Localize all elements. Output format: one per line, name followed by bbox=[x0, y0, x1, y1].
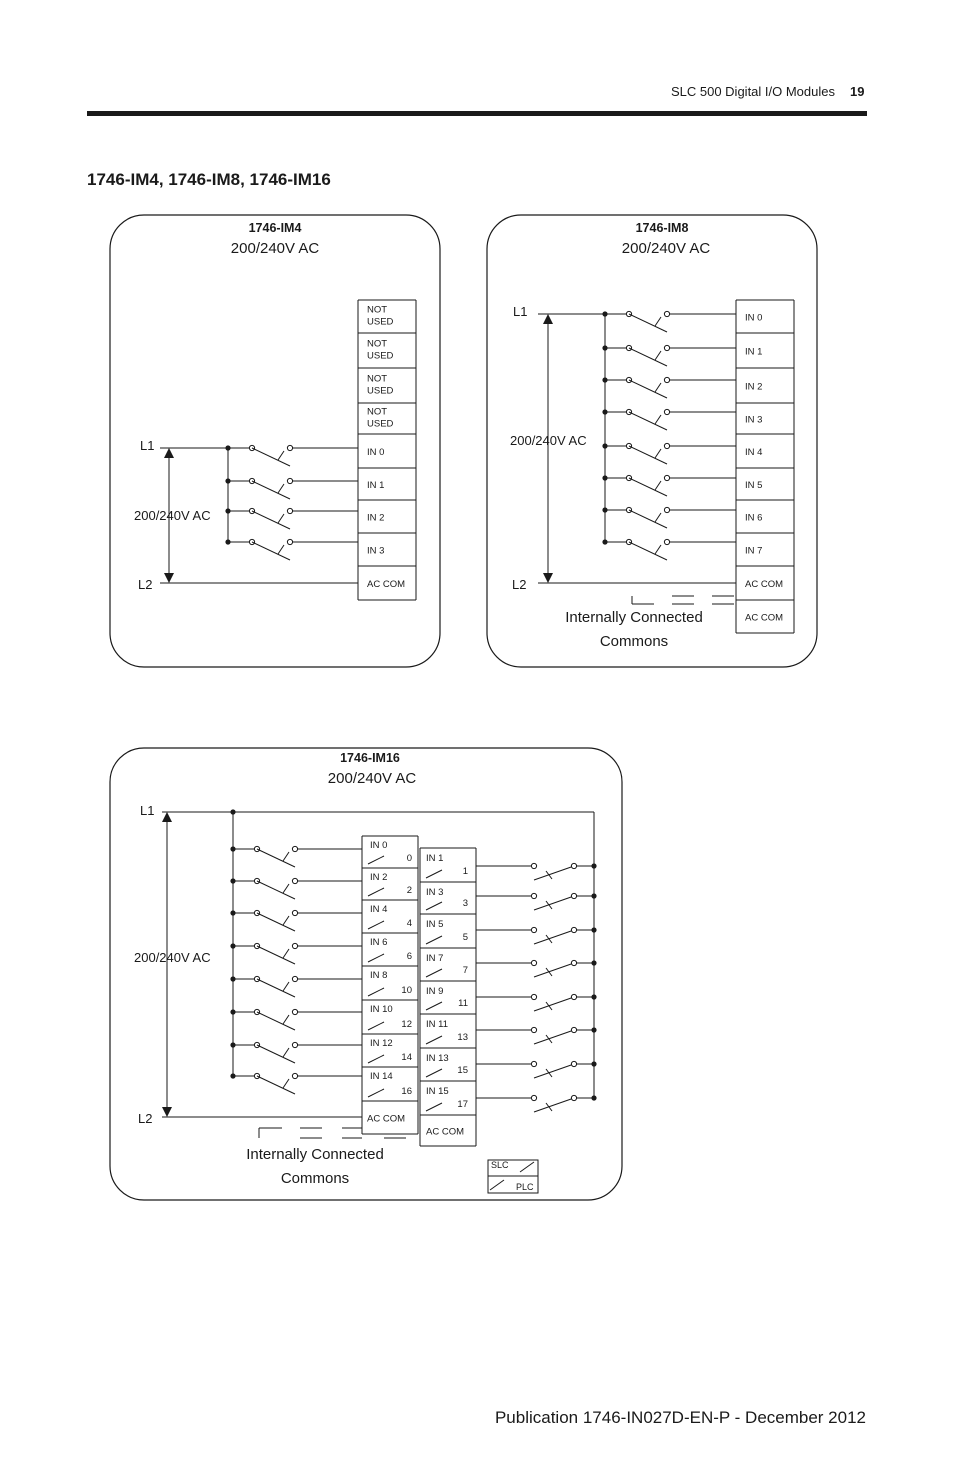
im16-right-terminal-label: IN 9 bbox=[426, 986, 444, 997]
switch-actuator bbox=[655, 481, 661, 490]
switch-blade bbox=[257, 979, 295, 997]
contact-terminal bbox=[664, 345, 669, 350]
im16-left-terminal-label: AC COM bbox=[367, 1113, 405, 1125]
junction-dot bbox=[591, 1027, 596, 1032]
contact-terminal bbox=[292, 1009, 297, 1014]
switch-actuator bbox=[283, 1048, 289, 1057]
im4-voltage-label: 200/240V AC bbox=[230, 240, 320, 257]
im16-right-terminal-number: 15 bbox=[457, 1065, 468, 1076]
im8-model-label: 1746-IM8 bbox=[635, 221, 689, 235]
im16-right-terminal-number: 5 bbox=[462, 932, 468, 943]
im8-commons-note-line2: Commons bbox=[599, 633, 669, 650]
input-switch bbox=[230, 976, 362, 997]
switch-blade bbox=[534, 896, 574, 910]
contact-terminal bbox=[287, 539, 292, 544]
im8-commons-note-line1: Internally Connected bbox=[565, 609, 703, 626]
im4-terminal-label: IN 1 bbox=[367, 480, 385, 491]
terminal-screw-slash bbox=[368, 856, 384, 864]
switch-actuator bbox=[283, 852, 289, 861]
arrow-head-down bbox=[164, 573, 174, 583]
internally-connected-commons-symbol bbox=[259, 1128, 406, 1138]
im4-l2-label: L2 bbox=[138, 577, 153, 592]
terminal-screw-slash bbox=[426, 969, 442, 977]
switch-actuator bbox=[655, 317, 661, 326]
im16-left-terminal-number: 4 bbox=[406, 918, 412, 929]
input-switch bbox=[230, 943, 362, 964]
terminal-screw-slash bbox=[426, 1103, 442, 1111]
switch-blade bbox=[257, 913, 295, 931]
switch-actuator bbox=[283, 949, 289, 958]
im16-commons-note-line2: Commons bbox=[280, 1170, 350, 1187]
switch-blade bbox=[257, 849, 295, 867]
im16-right-terminal-number: 3 bbox=[462, 898, 468, 909]
im16-left-terminal-number: 6 bbox=[406, 951, 412, 962]
im16-left-terminal-label: IN 2 bbox=[370, 872, 388, 883]
terminal-screw-slash bbox=[368, 954, 384, 962]
contact-terminal bbox=[531, 994, 536, 999]
im8-terminal-label: IN 3 bbox=[745, 414, 763, 426]
switch-blade bbox=[629, 314, 667, 332]
switch-blade bbox=[534, 930, 574, 944]
im16-left-terminal-label: IN 0 bbox=[370, 840, 388, 851]
im4-terminal-label: IN 3 bbox=[367, 545, 385, 557]
input-switch bbox=[602, 475, 736, 496]
contact-terminal bbox=[292, 878, 297, 883]
im4-terminal-label: IN 0 bbox=[367, 447, 385, 458]
im16-left-terminal-label: IN 4 bbox=[370, 904, 388, 915]
arrow-head-up bbox=[164, 448, 174, 458]
slc-plc-legend bbox=[488, 1160, 538, 1193]
im4-terminal-label-line1: NOT bbox=[367, 338, 388, 350]
input-switch bbox=[476, 893, 597, 910]
im8-terminal-label: AC COM bbox=[745, 612, 783, 624]
im8-terminal-label: IN 2 bbox=[745, 381, 763, 393]
input-switch bbox=[230, 846, 362, 867]
im16-left-terminal-number: 0 bbox=[406, 853, 412, 864]
contact-terminal bbox=[292, 1042, 297, 1047]
page-number: 19 bbox=[850, 84, 865, 99]
contact-terminal bbox=[531, 960, 536, 965]
input-switch bbox=[230, 878, 362, 899]
contact-terminal bbox=[292, 846, 297, 851]
switch-blade bbox=[629, 348, 667, 366]
switch-actuator bbox=[278, 451, 284, 460]
im8-terminal-label: AC COM bbox=[745, 579, 783, 590]
switch-blade bbox=[257, 881, 295, 899]
switch-actuator bbox=[278, 545, 284, 554]
input-switch bbox=[225, 539, 358, 560]
terminal-screw-slash bbox=[426, 870, 442, 878]
terminal-screw-slash bbox=[368, 921, 384, 929]
input-switch bbox=[476, 994, 597, 1011]
contact-terminal bbox=[531, 927, 536, 932]
im16-source-voltage: 200/240V AC bbox=[134, 950, 211, 965]
im4-terminal-label-line1: NOT bbox=[367, 406, 388, 418]
im4-terminal-label-line2: USED bbox=[367, 418, 394, 430]
im16-left-terminal-label: IN 12 bbox=[370, 1038, 393, 1049]
input-switch bbox=[476, 927, 597, 944]
input-switch bbox=[602, 377, 736, 398]
im16-left-terminal-number: 2 bbox=[406, 885, 412, 896]
terminal-screw-slash bbox=[426, 902, 442, 910]
input-switch bbox=[602, 345, 736, 366]
im16-right-terminal-label: IN 3 bbox=[426, 887, 444, 898]
arrow-head-up bbox=[162, 812, 172, 822]
input-switch bbox=[476, 1027, 597, 1044]
switch-actuator bbox=[655, 449, 661, 458]
im16-right-terminal-label: AC COM bbox=[426, 1126, 464, 1138]
input-switch bbox=[230, 910, 362, 931]
contact-terminal bbox=[292, 976, 297, 981]
im4-panel bbox=[110, 215, 440, 667]
input-switch bbox=[476, 960, 597, 977]
arrow-head-down bbox=[543, 573, 553, 583]
running-header-title: SLC 500 Digital I/O Modules bbox=[670, 84, 835, 99]
switch-actuator bbox=[283, 1015, 289, 1024]
input-switch bbox=[230, 1042, 362, 1063]
contact-terminal bbox=[287, 445, 292, 450]
im16-left-terminal-label: IN 8 bbox=[370, 970, 388, 981]
publication-footer: Publication 1746-IN027D-EN-P - December 2012 bbox=[494, 1408, 866, 1427]
input-switch bbox=[602, 539, 736, 560]
switch-blade bbox=[629, 380, 667, 398]
switch-actuator bbox=[278, 514, 284, 523]
terminal-screw-slash bbox=[426, 936, 442, 944]
contact-terminal bbox=[664, 507, 669, 512]
switch-blade bbox=[629, 510, 667, 528]
switch-blade bbox=[629, 478, 667, 496]
im16-wiring-diagram bbox=[110, 748, 622, 1200]
input-switch bbox=[230, 1073, 362, 1094]
contact-terminal bbox=[664, 311, 669, 316]
contact-terminal bbox=[571, 927, 576, 932]
im16-right-terminal-label: IN 1 bbox=[426, 853, 444, 864]
input-switch bbox=[230, 1009, 362, 1030]
im16-left-terminal-number: 14 bbox=[401, 1052, 412, 1063]
contact-terminal bbox=[287, 478, 292, 483]
im16-l2-label: L2 bbox=[138, 1111, 153, 1126]
junction-dot bbox=[591, 893, 596, 898]
junction-dot bbox=[591, 1061, 596, 1066]
switch-blade bbox=[252, 542, 290, 560]
voltage-arrow bbox=[543, 314, 553, 583]
im16-right-terminal-label: IN 11 bbox=[426, 1019, 449, 1030]
switch-blade bbox=[252, 481, 290, 499]
im4-terminal-label-line1: NOT bbox=[367, 304, 388, 316]
terminal-screw-slash bbox=[368, 1089, 384, 1097]
switch-blade bbox=[629, 542, 667, 560]
junction-dot bbox=[591, 1095, 596, 1100]
switch-actuator bbox=[655, 351, 661, 360]
terminal-screw-slash bbox=[426, 1036, 442, 1044]
im4-wiring-diagram bbox=[110, 215, 440, 667]
legend-slash bbox=[490, 1180, 504, 1190]
input-switch bbox=[602, 507, 736, 528]
contact-terminal bbox=[571, 960, 576, 965]
switch-blade bbox=[252, 511, 290, 529]
switch-blade bbox=[534, 1030, 574, 1044]
input-switch bbox=[602, 311, 736, 332]
arrow-head-down bbox=[162, 1107, 172, 1117]
im8-l1-label: L1 bbox=[513, 304, 528, 319]
contact-terminal bbox=[664, 409, 669, 414]
switch-blade bbox=[534, 866, 574, 880]
contact-terminal bbox=[571, 893, 576, 898]
junction-dot bbox=[591, 927, 596, 932]
im8-terminal-label: IN 1 bbox=[745, 346, 763, 358]
im8-voltage-label: 200/240V AC bbox=[621, 240, 711, 257]
im16-left-terminal-label: IN 14 bbox=[370, 1071, 393, 1082]
im4-source-voltage: 200/240V AC bbox=[134, 508, 211, 523]
contact-terminal bbox=[292, 1073, 297, 1078]
im8-wiring-diagram bbox=[487, 215, 817, 667]
input-switch bbox=[225, 508, 358, 529]
im4-terminal-label-line1: NOT bbox=[367, 373, 388, 385]
im4-terminal-label: AC COM bbox=[367, 579, 405, 590]
switch-blade bbox=[629, 446, 667, 464]
switch-actuator bbox=[655, 545, 661, 554]
im16-voltage-label: 200/240V AC bbox=[327, 770, 417, 787]
switch-actuator bbox=[655, 513, 661, 522]
switch-blade bbox=[257, 946, 295, 964]
legend-slc-label: SLC bbox=[491, 1160, 509, 1170]
legend-plc-label: PLC bbox=[516, 1182, 534, 1192]
im16-right-terminal-label: IN 5 bbox=[426, 919, 444, 930]
legend-slash bbox=[520, 1162, 534, 1172]
terminal-screw-slash bbox=[426, 1069, 442, 1077]
im8-terminal-label: IN 0 bbox=[745, 312, 763, 324]
input-switch bbox=[602, 409, 736, 430]
im16-right-terminal-label: IN 13 bbox=[426, 1053, 449, 1064]
input-switch bbox=[225, 445, 358, 466]
im4-terminal-label: IN 2 bbox=[367, 512, 385, 524]
contact-terminal bbox=[531, 1095, 536, 1100]
switch-actuator bbox=[655, 415, 661, 424]
terminal-screw-slash bbox=[368, 1055, 384, 1063]
im8-terminal-label: IN 5 bbox=[745, 480, 763, 491]
im4-terminal-label-line2: USED bbox=[367, 316, 394, 328]
im16-right-terminal-number: 13 bbox=[457, 1032, 468, 1043]
im8-source-voltage: 200/240V AC bbox=[510, 433, 587, 448]
switch-blade bbox=[257, 1045, 295, 1063]
im8-l2-label: L2 bbox=[512, 577, 527, 592]
switch-blade bbox=[257, 1012, 295, 1030]
section-title: 1746-IM4, 1746-IM8, 1746-IM16 bbox=[87, 170, 331, 189]
contact-terminal bbox=[287, 508, 292, 513]
contact-terminal bbox=[531, 893, 536, 898]
im4-terminal-label-line2: USED bbox=[367, 385, 394, 397]
contact-terminal bbox=[531, 863, 536, 868]
im4-l1-label: L1 bbox=[140, 438, 155, 453]
im16-right-terminal-number: 17 bbox=[457, 1099, 468, 1110]
contact-terminal bbox=[531, 1061, 536, 1066]
internally-connected-commons-symbol bbox=[632, 596, 734, 604]
input-switch bbox=[476, 1061, 597, 1078]
im4-terminal-label-line2: USED bbox=[367, 350, 394, 362]
contact-terminal bbox=[571, 1095, 576, 1100]
contact-terminal bbox=[571, 1027, 576, 1032]
im16-right-terminal-number: 7 bbox=[462, 965, 468, 976]
im16-right-terminal-number: 11 bbox=[458, 998, 468, 1009]
contact-terminal bbox=[571, 863, 576, 868]
contact-terminal bbox=[664, 539, 669, 544]
switch-blade bbox=[257, 1076, 295, 1094]
contact-terminal bbox=[664, 475, 669, 480]
im16-commons-note-line1: Internally Connected bbox=[246, 1146, 384, 1163]
junction-dot bbox=[591, 863, 596, 868]
im16-left-terminal-number: 10 bbox=[401, 985, 412, 996]
terminal-screw-slash bbox=[368, 988, 384, 996]
switch-actuator bbox=[278, 484, 284, 493]
junction-dot bbox=[591, 994, 596, 999]
switch-blade bbox=[534, 997, 574, 1011]
contact-terminal bbox=[292, 910, 297, 915]
switch-actuator bbox=[283, 982, 289, 991]
im8-terminal-label: IN 4 bbox=[745, 447, 763, 458]
switch-blade bbox=[534, 1064, 574, 1078]
switch-actuator bbox=[283, 916, 289, 925]
terminal-screw-slash bbox=[368, 888, 384, 896]
switch-blade bbox=[629, 412, 667, 430]
contact-terminal bbox=[664, 377, 669, 382]
im16-left-terminal-number: 12 bbox=[401, 1019, 412, 1030]
contact-terminal bbox=[531, 1027, 536, 1032]
im16-panel bbox=[110, 748, 622, 1200]
switch-actuator bbox=[283, 884, 289, 893]
im16-left-terminal-number: 16 bbox=[401, 1086, 412, 1097]
arrow-head-up bbox=[543, 314, 553, 324]
input-switch bbox=[225, 478, 358, 499]
switch-actuator bbox=[655, 383, 661, 392]
im16-left-terminal-label: IN 10 bbox=[370, 1004, 393, 1015]
terminal-screw-slash bbox=[426, 1002, 442, 1010]
input-switch bbox=[476, 1095, 597, 1112]
im16-right-terminal-label: IN 7 bbox=[426, 953, 444, 964]
im16-model-label: 1746-IM16 bbox=[340, 751, 400, 765]
im16-left-terminal-label: IN 6 bbox=[370, 937, 388, 948]
contact-terminal bbox=[664, 443, 669, 448]
contact-terminal bbox=[292, 943, 297, 948]
junction-dot bbox=[591, 960, 596, 965]
im16-l1-label: L1 bbox=[140, 803, 155, 818]
im8-terminal-label: IN 7 bbox=[745, 545, 763, 557]
terminal-screw-slash bbox=[368, 1022, 384, 1030]
switch-blade bbox=[252, 448, 290, 466]
input-switch bbox=[602, 443, 736, 464]
im16-right-terminal-label: IN 15 bbox=[426, 1086, 449, 1097]
contact-terminal bbox=[571, 1061, 576, 1066]
switch-actuator bbox=[283, 1079, 289, 1088]
im4-model-label: 1746-IM4 bbox=[248, 221, 302, 235]
switch-blade bbox=[534, 1098, 574, 1112]
im16-right-terminal-number: 1 bbox=[462, 866, 468, 877]
im8-terminal-label: IN 6 bbox=[745, 512, 763, 524]
contact-terminal bbox=[571, 994, 576, 999]
input-switch bbox=[476, 863, 597, 880]
switch-blade bbox=[534, 963, 574, 977]
